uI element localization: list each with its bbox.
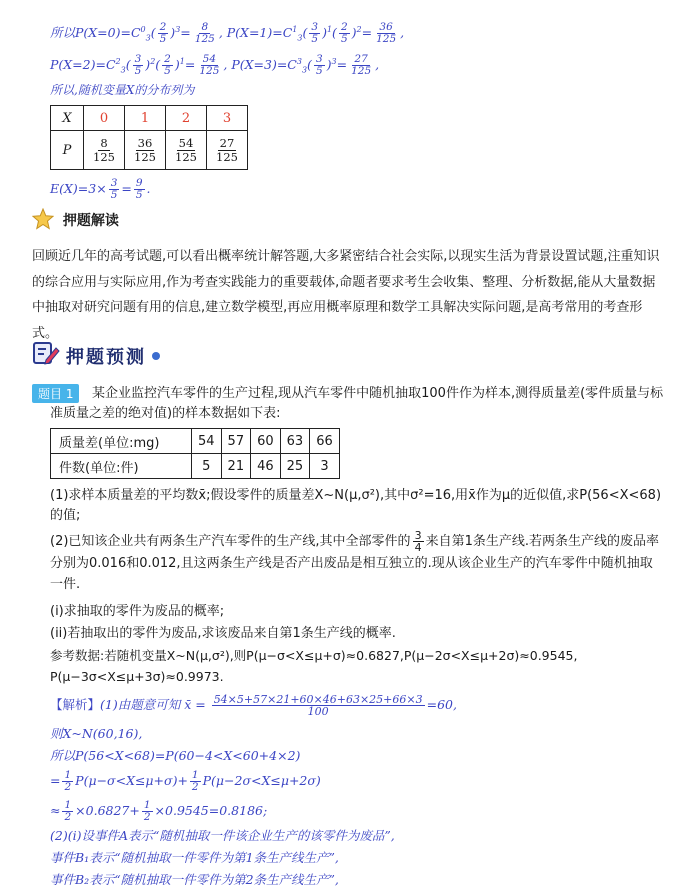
- fraction: [314, 54, 325, 77]
- analysis-line-3: 所以P(56<X<68)=P(60−4<X<60+4×2): [50, 748, 301, 763]
- reference-data-1: 参考数据:若随机变量X~N(μ,σ²),则P(μ−σ<X≤μ+σ)≈0.6827,P(μ−2σ<X≤μ+2σ)≈0.9545,: [50, 648, 578, 663]
- text-segment: P(μ−2σ<X≤μ+2σ): [202, 773, 321, 788]
- analysis-line-8: 事件B₂表示“随机抽取一件零件为第2条生产线生产”,: [50, 872, 339, 887]
- dist-x-value: 3: [207, 106, 248, 131]
- frac-den: 2: [64, 811, 72, 823]
- frac-num: 2: [164, 53, 171, 66]
- table-row: [51, 454, 340, 479]
- star-icon: [32, 208, 54, 234]
- fraction: [374, 22, 398, 45]
- frac-num: 1: [143, 799, 151, 811]
- frac-den: 5: [315, 65, 323, 78]
- fraction: [91, 137, 117, 164]
- fraction: [349, 54, 373, 77]
- fraction: [132, 137, 158, 164]
- table-cell: 54: [192, 429, 222, 454]
- text-segment: =: [121, 181, 132, 196]
- frac-num: 27: [354, 53, 368, 66]
- text-segment: ≈: [50, 803, 61, 818]
- fraction: [214, 137, 240, 164]
- question-sub-i: (i)求抽取的零件为废品的概率;: [50, 604, 225, 619]
- text-segment: P(X=2)=C: [50, 57, 116, 73]
- table-cell: 21: [221, 454, 251, 479]
- analysis-line-2: 则X~N(60,16),: [50, 726, 143, 741]
- analysis-line-4: [50, 770, 321, 793]
- frac-den: 125: [93, 149, 115, 164]
- frac-den: 125: [199, 65, 220, 78]
- dist-p-value: [125, 131, 166, 170]
- frac-den: 125: [216, 149, 238, 164]
- text-segment: P(X=1)=C: [226, 25, 293, 41]
- row-label: 质量差(单位:mg): [51, 429, 192, 454]
- dist-intro: 所以,随机变量X的分布列为: [50, 83, 195, 97]
- edit-icon: [32, 340, 60, 371]
- fraction: [190, 770, 201, 793]
- frac-den: 125: [351, 65, 372, 78]
- table-cell: 3: [310, 454, 340, 479]
- frac-num: 3: [311, 21, 319, 34]
- table-cell: 46: [251, 454, 281, 479]
- dist-p-value: [84, 131, 125, 170]
- analysis-label: 【解析】: [50, 697, 101, 712]
- dist-p-value: [166, 131, 207, 170]
- text-segment: P(X=3)=C: [231, 57, 297, 73]
- section-heading-prediction: [32, 340, 160, 371]
- frac-num: 2: [159, 21, 167, 34]
- frac-den: 100: [307, 705, 329, 718]
- frac-num: 1: [191, 769, 199, 781]
- frac-num: 8: [100, 135, 108, 150]
- frac-num: 3: [110, 177, 118, 189]
- fraction: [133, 54, 144, 77]
- interpretation-paragraph: 回顾近几年的高考试题,可以看出概率统计解答题,大多紧密结合社会实际,以现实生活为背景设置试题,注重知识的综合应用与实际应用,作为考查实践能力的重要载体,命题者要求考生会收集、整理、分析数据,能从大量数据中抽取对研究问题有用的信息,建立数学模型,再应用概率原理和数学工具解决实际问题,是高考常用的考查形式。: [32, 249, 660, 341]
- solution-line-1: 所以$P(X=0)=C^0_3$( $\frac{2}{5}$ )$^3$= $\frac{8}{125}$ , $P(X=1)=C^1_3$( $\frac{3}{5}$ )$^1$( $\frac{2}{5}$ )$^2$= $\frac{36}{125}$ ,: [50, 21, 405, 46]
- fraction: [193, 22, 217, 45]
- analysis-line-5: [50, 800, 267, 823]
- question-tag: 题目 1: [32, 384, 79, 403]
- section-heading-interpretation: [32, 208, 119, 234]
- fraction: [62, 800, 73, 823]
- fraction: [62, 770, 73, 793]
- fraction: [158, 22, 169, 45]
- fraction: [339, 22, 350, 45]
- dist-x-value: 0: [84, 106, 125, 131]
- frac-den: 2: [191, 781, 199, 793]
- analysis-line-1: [50, 694, 457, 717]
- text-segment: P(μ−σ<X≤μ+σ)+: [75, 773, 188, 788]
- dist-x-value: 2: [166, 106, 207, 131]
- decor-dot: [152, 352, 160, 360]
- fraction: [173, 137, 199, 164]
- sample-table: [50, 428, 340, 479]
- analysis-line-7: 事件B₁表示“随机抽取一件零件为第1条生产线生产”,: [50, 850, 339, 865]
- frac-num: 54: [178, 135, 194, 150]
- frac-num: 9: [135, 177, 143, 189]
- question-stem: 某企业监控汽车零件的生产过程,现从汽车零件中随机抽取100件作为样本,测得质量差(零件质量与标准质量之差的绝对值)的样本数据如下表:: [50, 386, 664, 421]
- text-segment: =60,: [426, 697, 457, 712]
- fraction: [212, 694, 425, 717]
- frac-den: 125: [376, 33, 397, 46]
- fraction: [197, 54, 221, 77]
- section-title: 押题预测: [66, 346, 146, 368]
- text-segment: =: [50, 773, 61, 788]
- analysis-line-6: (2)(i)设事件A表示“随机抽取一件该企业生产的该零件为废品”,: [50, 828, 395, 843]
- frac-num: 2: [340, 21, 348, 34]
- question-sub-ii: (ii)若抽取出的零件为废品,求该废品来自第1条生产线的概率.: [50, 626, 396, 641]
- frac-den: 5: [134, 65, 142, 78]
- reference-data-2: P(μ−3σ<X≤μ+3σ)≈0.9973.: [50, 669, 224, 684]
- frac-den: 125: [175, 149, 197, 164]
- frac-num: 54×5+57×21+60×46+63×25+66×3: [213, 693, 423, 706]
- text-segment: 来自第1条生产线.若两条生产线的废品率分别为0.016和0.012,且这两条生产线是否产出废品是相互独立的.现从该企业生产的汽车零件中随机抽取一件.: [50, 534, 659, 592]
- fraction: [142, 800, 153, 823]
- distribution-table: [50, 105, 248, 170]
- section-title: 押题解读: [62, 213, 119, 229]
- frac-den: 5: [340, 33, 348, 46]
- table-cell: 5: [192, 454, 222, 479]
- frac-den: 125: [194, 33, 215, 46]
- fraction: [309, 22, 320, 45]
- frac-num: 8: [201, 21, 209, 34]
- frac-num: 1: [64, 769, 72, 781]
- frac-num: 36: [379, 21, 393, 34]
- frac-num: 54: [202, 53, 217, 66]
- dist-p-value: [207, 131, 248, 170]
- fraction: [134, 178, 145, 201]
- frac-den: 2: [143, 811, 151, 823]
- text-segment: (1)由题意可知 x̄ =: [100, 697, 206, 712]
- table-row: [51, 429, 340, 454]
- frac-num: 36: [137, 135, 153, 150]
- table-cell: 57: [221, 429, 251, 454]
- solution-line-2: $P(X=2)=C^2_3$( $\frac{3}{5}$ )$^2$( $\frac{2}{5}$ )$^1$= $\frac{54}{125}$ , $P(X=3)=C^3_3$( $\frac{3}{5}$ )$^3$= $\frac{27}{125}$ ,: [50, 53, 380, 78]
- table-cell: 25: [280, 454, 310, 479]
- question-part-1: (1)求样本质量差的平均数x̄;假设零件的质量差X~N(μ,σ²),其中σ²=16,用x̄作为μ的近似值,求P(56<X<68)的值;: [50, 488, 662, 523]
- frac-den: 2: [64, 781, 72, 793]
- text-segment: ×0.9545=0.8186;: [154, 803, 268, 818]
- row-label: 件数(单位:件): [51, 454, 192, 479]
- expectation-line: E(X)=3× $\frac{3}{5}$ = $\frac{9}{5}$ .: [50, 177, 151, 201]
- frac-num: 1: [64, 799, 72, 811]
- dist-x-value: 1: [125, 106, 166, 131]
- table-cell: 66: [310, 429, 340, 454]
- frac-den: 5: [135, 189, 143, 201]
- dist-header-p: P: [51, 131, 84, 170]
- frac-num: 3: [414, 529, 422, 542]
- frac-den: 125: [134, 149, 156, 164]
- fraction: [109, 178, 120, 201]
- text-segment: ×0.6827+: [75, 803, 140, 818]
- frac-num: 3: [315, 53, 323, 66]
- text-segment: (2)已知该企业共有两条生产汽车零件的生产线,其中全部零件的: [50, 534, 411, 549]
- table-cell: 63: [280, 429, 310, 454]
- frac-den: 4: [414, 541, 422, 554]
- question-part-2: [50, 530, 665, 595]
- frac-den: 5: [159, 33, 167, 46]
- frac-den: 5: [164, 65, 171, 78]
- frac-num: 3: [134, 53, 142, 66]
- dist-header-x: X: [51, 106, 84, 131]
- frac-den: 5: [311, 33, 319, 46]
- frac-num: 27: [219, 135, 235, 150]
- fraction: [413, 530, 424, 553]
- fraction: [162, 54, 173, 77]
- frac-den: 5: [110, 189, 118, 201]
- text-segment: E(X)=3×: [50, 181, 107, 196]
- text-segment: 所以P(X=0)=C: [50, 25, 141, 41]
- table-cell: 60: [251, 429, 281, 454]
